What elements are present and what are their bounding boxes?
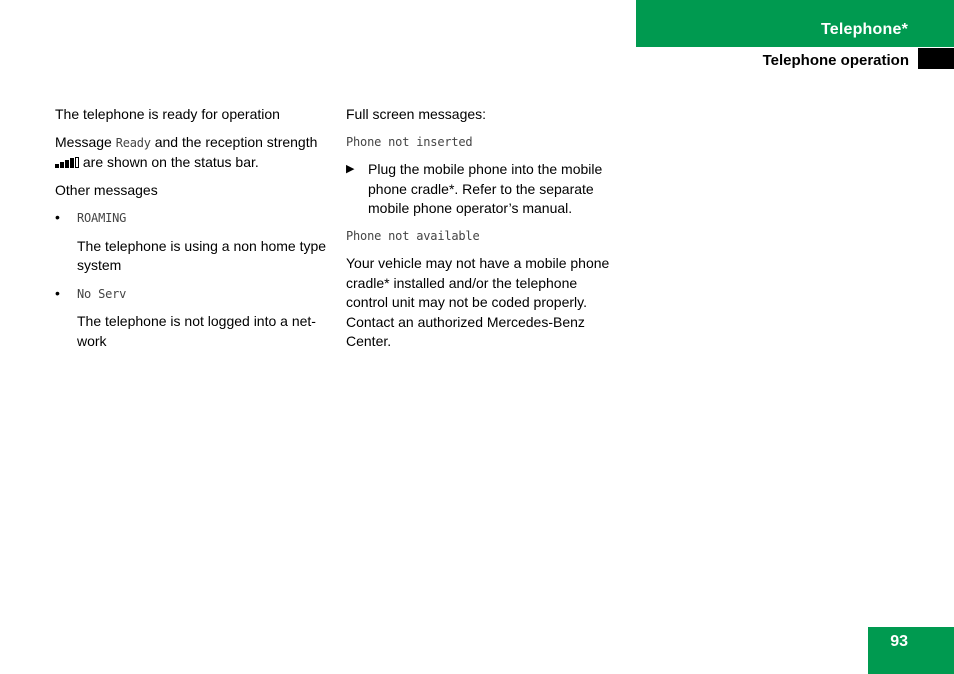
bullet-icon: • [55,284,60,301]
bullet-icon: • [55,209,60,225]
message-paragraph [55,133,330,173]
other-messages-heading: Other messages [55,181,158,198]
arrow-right-icon: ▶ [346,163,355,175]
message-code: No Serv [77,286,127,301]
message-description: The telephone is not logged into a net-work [77,313,316,349]
message-mid: and the reception strength [154,133,318,150]
page-number: 93 [890,633,908,650]
right-column [346,105,621,360]
page-number-band [868,627,954,674]
instruction-text: Plug the mobile phone into the mobile phone cradle*. Refer to the separate mobile phone operator’s manual. [368,161,603,216]
instruction-step [346,160,621,219]
message-description: The telephone is using a non home type system [77,237,327,273]
full-screen-heading: Full screen messages: [346,106,487,122]
message-code-phone-not-available: Phone not available [346,228,480,243]
phone-not-available-text: Your vehicle may not have a mobile phone cradle* installed and/or the telephone control unit may not be coded properly. Contact an authorized Mercedes-Benz Center. [346,255,610,349]
subsection-marker [918,48,954,69]
list-item [55,284,330,305]
intro-text: The telephone is ready for operation [55,106,280,122]
message-suffix: are shown on the status bar. [82,154,259,170]
message-code-phone-not-inserted: Phone not inserted [346,134,473,149]
left-column [55,105,330,359]
list-item [55,208,330,229]
signal-strength-icon [55,157,79,168]
subsection-title: Telephone operation [762,52,909,69]
message-prefix: Message [55,133,112,150]
section-title: Telephone* [820,21,908,38]
message-code: ROAMING [77,211,127,225]
message-code-ready: Ready [115,135,151,150]
